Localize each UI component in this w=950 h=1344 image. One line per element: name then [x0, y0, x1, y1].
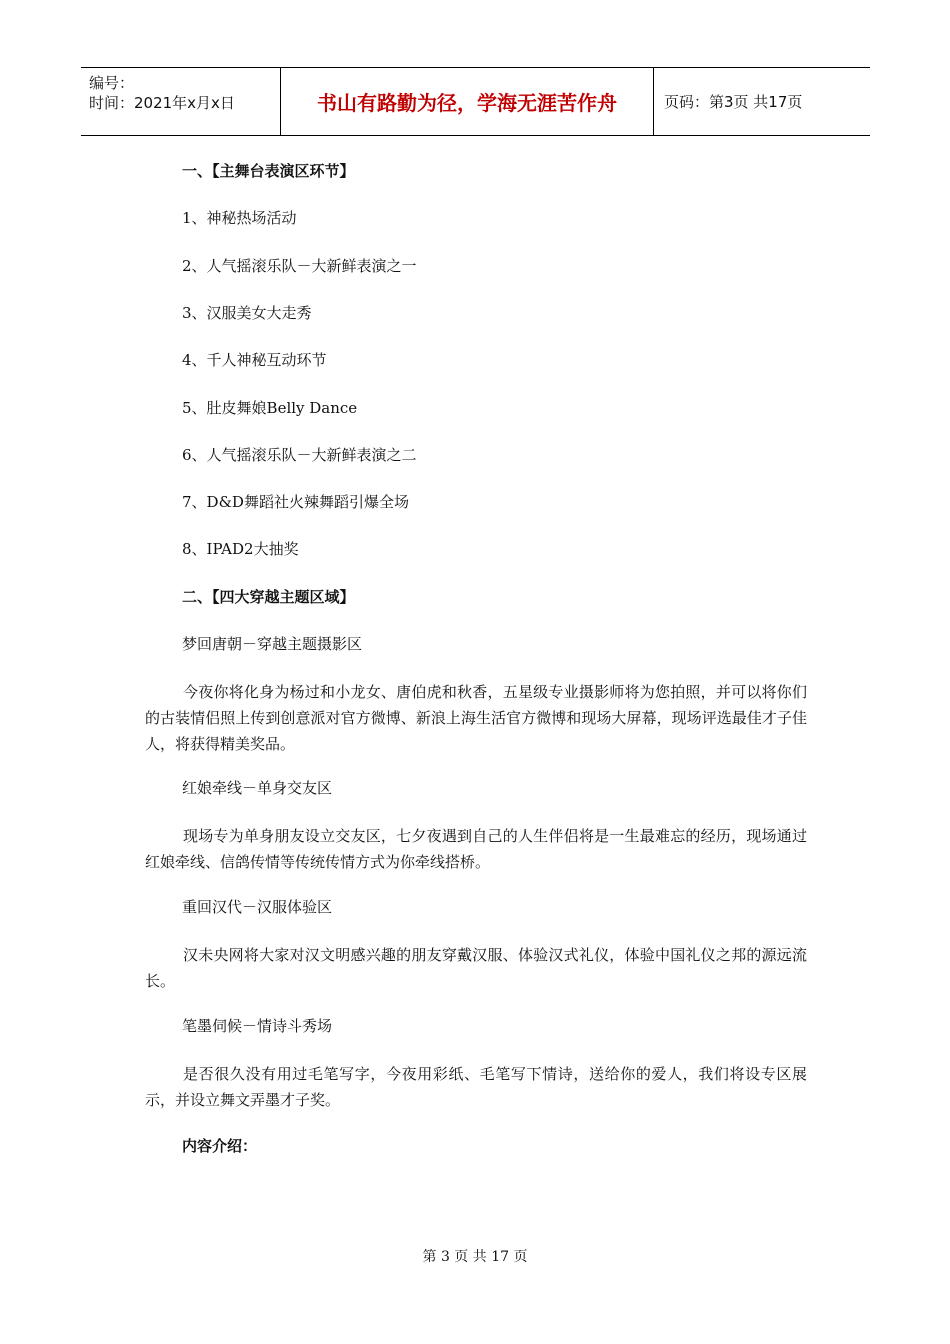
header-page-info: 页码：第3页 共17页: [664, 93, 803, 111]
list-item: 1、神秘热场活动: [182, 209, 297, 227]
list-item: 8、IPAD2大抽奖: [182, 540, 299, 558]
intro-heading: 内容介绍：: [182, 1137, 258, 1155]
section-heading: 一、【主舞台表演区环节】: [182, 162, 355, 180]
list-item: 5、肚皮舞娘Belly Dance: [182, 399, 358, 417]
list-item: 6、人气摇滚乐队－大新鲜表演之二: [182, 446, 417, 464]
page-footer: 第 3 页 共 17 页: [422, 1249, 528, 1265]
document-date: 时间：2021年x月x日: [89, 94, 235, 112]
area-title: 重回汉代－汉服体验区: [182, 898, 333, 916]
list-item: 4、千人神秘互动环节: [182, 351, 327, 369]
area-description: 现场专为单身朋友设立交友区，七夕夜遇到自己的人生伴侣将是一生最难忘的经历，现场通过红娘牵线、信鸽传情等传统传情方式为你牵线搭桥。: [145, 827, 807, 871]
list-item: 3、汉服美女大走秀: [182, 304, 312, 322]
area-title: 梦回唐朝－穿越主题摄影区: [182, 635, 363, 653]
area-description: 是否很久没有用过毛笔写字，今夜用彩纸、毛笔写下情诗，送给你的爱人，我们将设专区展示，并设立舞文弄墨才子奖。: [145, 1065, 807, 1109]
section-heading: 二、【四大穿越主题区域】: [182, 588, 355, 606]
area-title: 红娘牵线－单身交友区: [182, 779, 333, 797]
document-number-label: 编号：: [89, 74, 135, 92]
area-title: 笔墨伺候－情诗斗秀场: [182, 1017, 333, 1035]
list-item: 7、D&D舞蹈社火辣舞蹈引爆全场: [182, 493, 409, 511]
area-description: 汉未央网将大家对汉文明感兴趣的朋友穿戴汉服、体验汉式礼仪，体验中国礼仪之邦的源远流长。: [145, 946, 807, 990]
area-description: 今夜你将化身为杨过和小龙女、唐伯虎和秋香，五星级专业摄影师将为您拍照，并可以将你们的古装情侣照上传到创意派对官方微博、新浪上海生活官方微博和现场大屏幕，现场评选最佳才子佳人，将获得精美奖品。: [145, 683, 807, 753]
list-item: 2、人气摇滚乐队－大新鲜表演之一: [182, 257, 417, 275]
header-motto: 书山有路勤为径，学海无涯苦作舟: [281, 68, 654, 135]
